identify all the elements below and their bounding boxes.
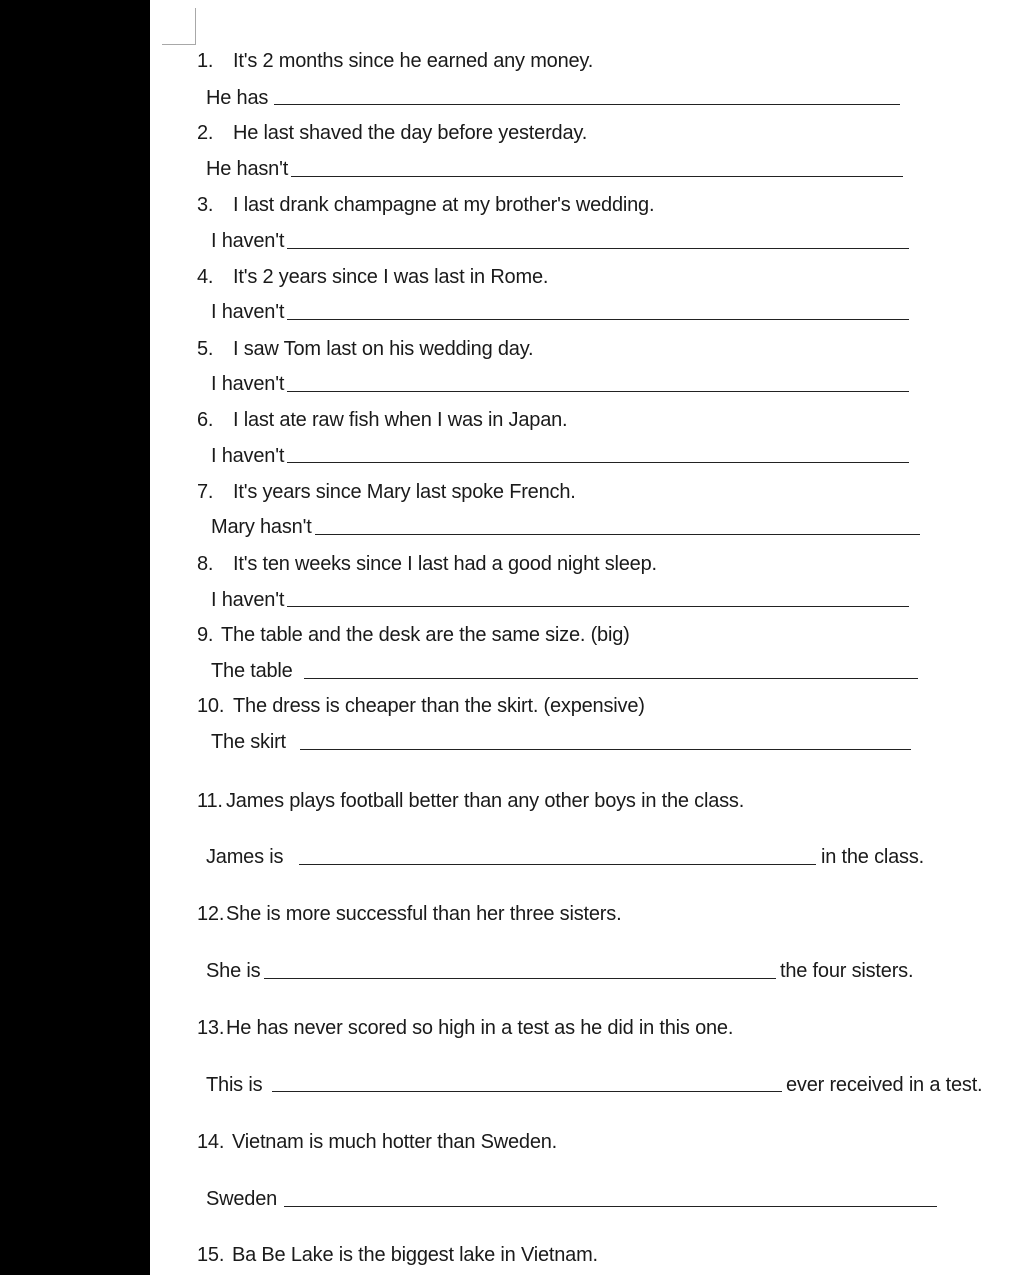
- exercise-6-prompt: I haven't: [211, 445, 285, 467]
- exercise-9-sentence: 9. The table and the desk are the same size. (big): [197, 624, 630, 646]
- exercise-2-sentence: 2. He last shaved the day before yesterday.: [197, 122, 588, 144]
- exercise-13-prompt: This is: [206, 1074, 263, 1096]
- exercise-11-suffix: in the class.: [821, 846, 925, 868]
- exercise-7-answer-blank[interactable]: [315, 534, 920, 535]
- exercise-10-sentence: 10. The dress is cheaper than the skirt. (expensive): [197, 695, 645, 717]
- worksheet-page: [150, 0, 1024, 1275]
- exercise-1-answer-blank[interactable]: [274, 104, 900, 105]
- exercise-5-prompt: I haven't: [211, 373, 285, 395]
- exercise-3-prompt: I haven't: [211, 230, 285, 252]
- exercise-14-prompt: Sweden: [206, 1188, 278, 1210]
- exercise-11-prompt: James is: [206, 846, 284, 868]
- exercise-7-sentence: 7. It's years since Mary last spoke French.: [197, 481, 576, 503]
- exercise-12-suffix: the four sisters.: [780, 960, 914, 982]
- exercise-14-answer-blank[interactable]: [284, 1206, 937, 1207]
- exercise-1-prompt: He has: [206, 87, 269, 109]
- exercise-7-prompt: Mary hasn't: [211, 516, 312, 538]
- exercise-13-answer-blank[interactable]: [272, 1091, 782, 1092]
- page-corner-mark: [162, 44, 195, 45]
- exercise-9-prompt: The table: [211, 660, 293, 682]
- exercise-10-prompt: The skirt: [211, 731, 286, 753]
- exercise-4-sentence: 4. It's 2 years since I was last in Rome.: [197, 266, 549, 288]
- exercise-8-sentence: 8. It's ten weeks since I last had a good night sleep.: [197, 553, 657, 575]
- exercise-3-sentence: 3. I last drank champagne at my brother's wedding.: [197, 194, 655, 216]
- exercise-8-answer-blank[interactable]: [287, 606, 909, 607]
- exercise-5-sentence: 5. I saw Tom last on his wedding day.: [197, 338, 534, 360]
- exercise-11-sentence: 11. James plays football better than any other boys in the class.: [197, 790, 745, 812]
- exercise-2-prompt: He hasn't: [206, 158, 289, 180]
- exercise-4-prompt: I haven't: [211, 301, 285, 323]
- exercise-10-answer-blank[interactable]: [300, 749, 911, 750]
- page-corner-mark: [195, 8, 196, 45]
- exercise-11-answer-blank[interactable]: [299, 864, 816, 865]
- exercise-6-answer-blank[interactable]: [287, 462, 909, 463]
- exercise-5-answer-blank[interactable]: [287, 391, 909, 392]
- exercise-9-answer-blank[interactable]: [304, 678, 918, 679]
- exercise-8-prompt: I haven't: [211, 589, 285, 611]
- exercise-2-answer-blank[interactable]: [291, 176, 903, 177]
- exercise-13-sentence: 13.He has never scored so high in a test as he did in this one.: [197, 1017, 734, 1039]
- exercise-3-answer-blank[interactable]: [287, 248, 909, 249]
- exercise-12-sentence: 12.She is more successful than her three sisters.: [197, 903, 622, 925]
- exercise-12-prompt: She is: [206, 960, 261, 982]
- exercise-1-sentence: 1. It's 2 months since he earned any money.: [197, 50, 594, 72]
- exercise-15-sentence: 15. Ba Be Lake is the biggest lake in Vietnam.: [197, 1244, 598, 1266]
- exercise-13-suffix: ever received in a test.: [786, 1074, 983, 1096]
- exercise-12-answer-blank[interactable]: [264, 978, 776, 979]
- exercise-4-answer-blank[interactable]: [287, 319, 909, 320]
- exercise-6-sentence: 6. I last ate raw fish when I was in Japan.: [197, 409, 568, 431]
- exercise-14-sentence: 14. Vietnam is much hotter than Sweden.: [197, 1131, 558, 1153]
